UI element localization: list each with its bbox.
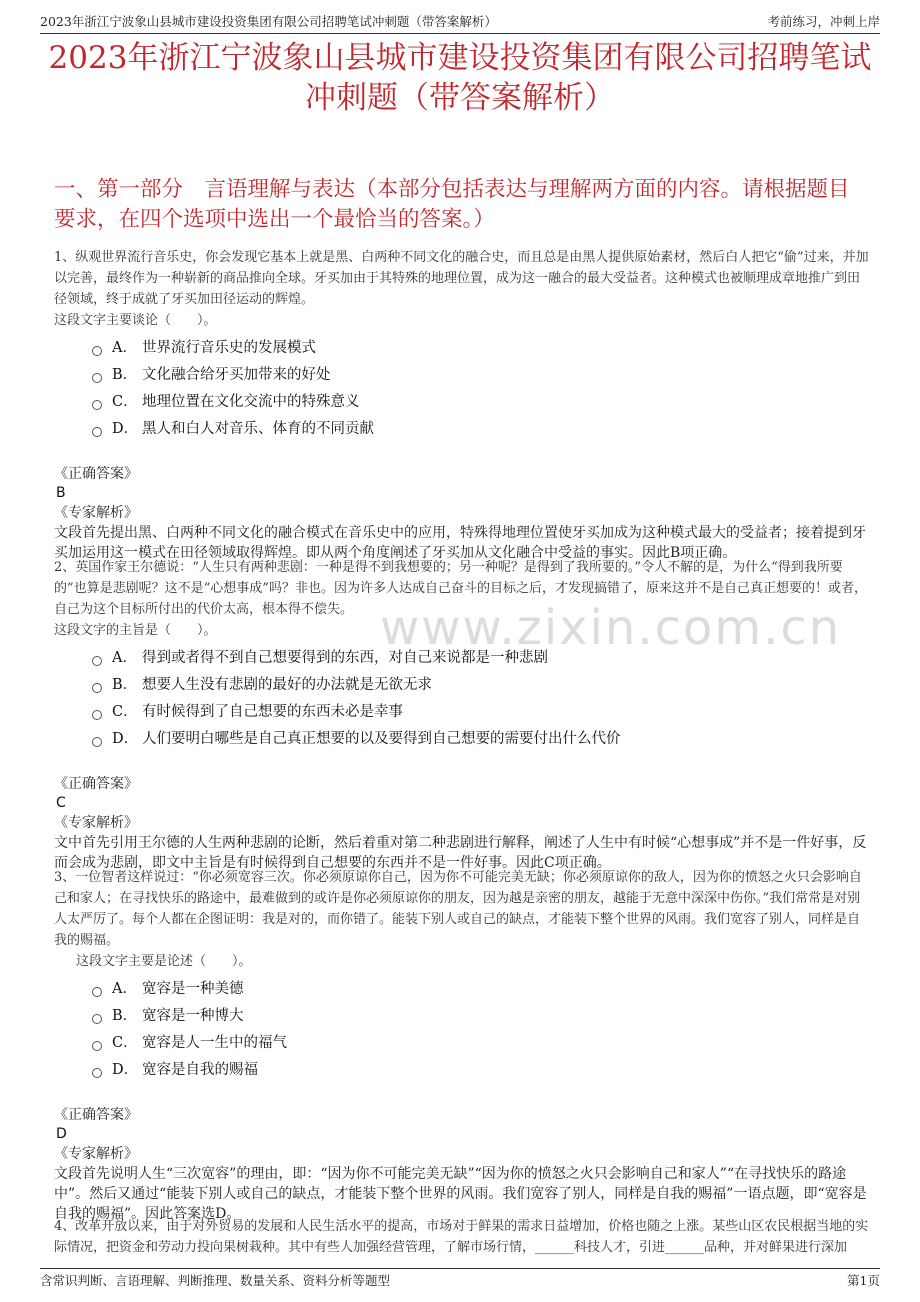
explanation-text: 文段首先说明人生“三次宽容”的理由，即：“因为你不可能完美无缺”“因为你的愤怒之火只会影响自己和家人”“在寻找快乐的路途中”。然后又通过“能装下别人或自己的缺点，才能装下整个世界的风雨。我们宽容了别人，同样是自我的赐福”一语点题，即“宽容是自我的赐福”。因此答案选D。 — [54, 1166, 867, 1222]
section-heading: 一、第一部分 言语理解与表达（本部分包括表达与理解两方面的内容。请根据题目要求，在四个选项中选出一个最恰当的答案。） — [54, 177, 850, 232]
option-c[interactable]: C． 有时候得到了自己想要的东西未必是幸事 — [54, 699, 870, 726]
radio-icon[interactable] — [92, 683, 102, 693]
question-3 — [54, 867, 870, 1224]
option-a[interactable]: A． 得到或者得不到自己想要得到的东西，对自己来说都是一种悲剧 — [54, 645, 870, 672]
watermark: www.zixin.com.cn — [380, 600, 842, 656]
explanation-label: 《专家解析》 — [54, 1146, 138, 1162]
option-d[interactable]: D． 宽容是自我的赐福 — [54, 1057, 870, 1084]
option-d[interactable]: D． 人们要明白哪些是自己真正想要的以及要得到自己想要的需要付出什么代价 — [54, 726, 870, 753]
option-a[interactable]: A． 世界流行音乐史的发展模式 — [54, 335, 870, 362]
radio-icon[interactable] — [92, 400, 102, 410]
question-1 — [54, 247, 870, 563]
question-stem: 3、一位智者这样说过：“你必须宽容三次。你必须原谅你自己，因为你不可能完美无缺；你必须原谅你的敌人，因为你的愤怒之火只会影响自己和家人；在寻找快乐的路途中，最难做到的或许是你必须原谅你的朋友，因为越是亲密的朋友，越能于无意中深深中伤你。”我们常常是对别人太严厉了。每个人都在企图证明：我是对的，而你错了。能装下别人或自己的缺点，才能装下整个世界的风雨。我们宽容了别人，同样是自我的赐福。 — [54, 870, 862, 948]
radio-icon[interactable] — [92, 346, 102, 356]
option-c[interactable]: C． 地理位置在文化交流中的特殊意义 — [54, 389, 870, 416]
option-b[interactable]: B． 文化融合给牙买加带来的好处 — [54, 362, 870, 389]
option-d[interactable]: D． 黑人和白人对音乐、体育的不同贡献 — [54, 416, 870, 443]
header-left-text: 2023年浙江宁波象山县城市建设投资集团有限公司招聘笔试冲刺题（带答案解析） — [40, 14, 497, 29]
options-list — [54, 335, 870, 443]
footer-left-text: 含常识判断、言语理解、判断推理、数量关系、资料分析等题型 — [40, 1273, 391, 1288]
radio-icon[interactable] — [92, 710, 102, 720]
explanation-text: 文段首先提出黑、白两种不同文化的融合模式在音乐史中的应用，特殊得地理位置使牙买加成为这种模式最大的受益者；接着提到牙买加运用这一模式在田径领域取得辉煌。即从两个角度阐述了牙买加从文化融合中受益的事实。因此B项正确。 — [54, 525, 866, 561]
radio-icon[interactable] — [92, 427, 102, 437]
radio-icon[interactable] — [92, 373, 102, 383]
answer-label: 《正确答案》 — [54, 1107, 138, 1123]
radio-icon[interactable] — [92, 1068, 102, 1078]
question-2 — [54, 557, 870, 873]
question-4 — [54, 1216, 870, 1258]
answer-value: C — [56, 795, 66, 811]
radio-icon[interactable] — [92, 1014, 102, 1024]
radio-icon[interactable] — [92, 1041, 102, 1051]
question-stem: 4、改革开放以来，由于对外贸易的发展和人民生活水平的提高，市场对于鲜果的需求日益增加，价格也随之上涨。某些山区农民根据当地的实际情况，把资金和劳动力投向果树栽种。其中有些人加强经营管理，了解市场行情，______科技人才，引进______品种，并对鲜果进行深加 — [54, 1219, 869, 1255]
option-b[interactable]: B． 想要人生没有悲剧的最好的办法就是无欲无求 — [54, 672, 870, 699]
header-right-text: 考前练习，冲刺上岸 — [767, 14, 880, 29]
question-stem: 1、纵观世界流行音乐史，你会发现它基本上就是黑、白两种不同文化的融合史，而且总是由黑人提供原始素材，然后白人把它“偷”过来，并加以完善，最终作为一种崭新的商品推向全球。牙买加由于其特殊的地理位置，成为这一融合的最大受益者。这种模式也被顺理成章地推广到田径领域，终于成就了牙买加田径运动的辉煌。 — [54, 250, 869, 307]
option-a[interactable]: A． 宽容是一种美德 — [54, 976, 870, 1003]
answer-label: 《正确答案》 — [54, 466, 138, 482]
options-list — [54, 645, 870, 753]
radio-icon[interactable] — [92, 987, 102, 997]
question-stem: 2、英国作家王尔德说：“人生只有两种悲剧：一种是得不到我想要的；另一种呢？是得到了我所要的。”令人不解的是，为什么“得到我所要的”也算是悲剧呢？这不是“心想事成”吗？非也。因为许多人达成自己奋斗的目标之后，才发现搞错了，原来这并不是自己真正想要的！或者，自己为这个目标所付出的代价太高，根本得不偿失。 — [54, 560, 867, 617]
radio-icon[interactable] — [92, 737, 102, 747]
page-footer — [40, 1268, 880, 1289]
option-c[interactable]: C． 宽容是人一生中的福气 — [54, 1030, 870, 1057]
question-prompt: 这段文字主要谈论（ ）。 — [54, 313, 217, 328]
option-b[interactable]: B． 宽容是一种博大 — [54, 1003, 870, 1030]
question-prompt: 这段文字主要是论述（ ）。 — [76, 954, 252, 969]
page-header — [40, 10, 880, 34]
explanation-label: 《专家解析》 — [54, 815, 138, 831]
answer-label: 《正确答案》 — [54, 776, 138, 792]
document-title: 2023年浙江宁波象山县城市建设投资集团有限公司招聘笔试冲刺题（带答案解析） — [48, 40, 872, 116]
options-list — [54, 976, 870, 1084]
answer-value: B — [56, 485, 66, 501]
answer-value: D — [56, 1126, 67, 1142]
explanation-label: 《专家解析》 — [54, 505, 138, 521]
radio-icon[interactable] — [92, 656, 102, 666]
question-prompt: 这段文字的主旨是（ ）。 — [54, 623, 217, 638]
page-number: 第1页 — [847, 1273, 880, 1288]
explanation-text: 文中首先引用王尔德的人生两种悲剧的论断，然后着重对第二种悲剧进行解释，阐述了人生中有时候“心想事成”并不是一件好事，反而会成为悲剧，即文中主旨是有时候得到自己想要的东西并不是一件好事。因此C项正确。 — [54, 835, 867, 871]
